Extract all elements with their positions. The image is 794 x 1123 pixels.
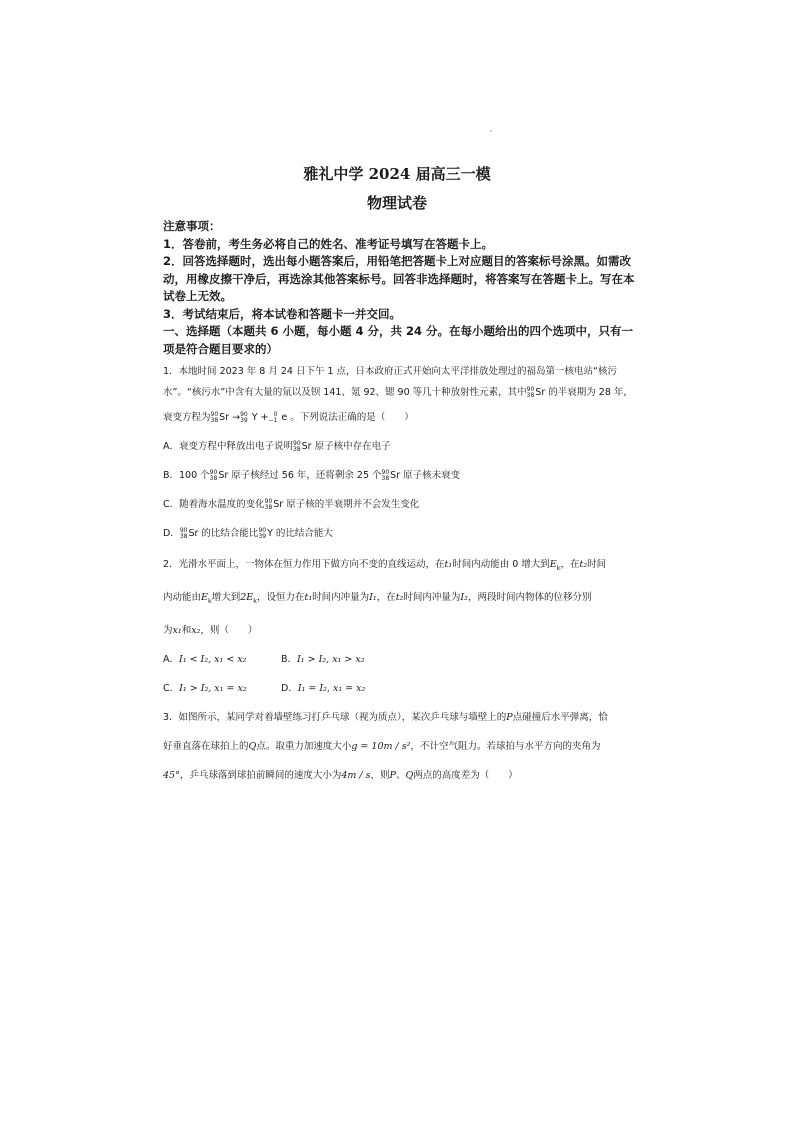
nuclide-e: 0 −1 [268,410,278,424]
question-1-option-d: D． 90 38 Sr 的比结合能比 90 39 Y 的比结合能大 [163,526,333,540]
notice-item-2: 2．回答选择题时，选出每小题答案后，用铅笔把答题卡上对应题目的答案标号涂黑。如需改动，用橡皮擦干净后，再选涂其他答案标号。回答非选择题时，将答案写在答题卡上。写在本试卷上无效。 [163,254,635,303]
question-2-line-2: 内动能由$E_k$增大到$2E_k$，设恒力在t₁时间内冲量为I₁，在t₂时间内冲量为I₂，两段时间内物体的位移分别 [163,591,592,605]
question-2-options-cd [163,674,635,703]
nuclide-sr: 90 38 [210,410,219,424]
question-1-option-c: C．随着海水温度的变化 90 38 Sr 原子核的半衰期并不会发生变化 [163,497,420,511]
question-3-line-2: 好垂直落在球拍上的Q点。取重力加速度大小g = 10m / s²，不计空气阻力。若球拍与水平方向的夹角为 [163,740,601,752]
nuclide-y: 90 39 [240,410,248,424]
notice-item-3: 3．考试结束后，将本试卷和答题卡一并交回。 [163,306,401,321]
question-3 [163,703,635,790]
question-2-option-b: B．I₁ > I₂, x₁ > x₂ [281,653,365,665]
notice-item-1: 1．答卷前，考生务必将自己的姓名、准考证号填写在答题卡上。 [163,236,493,251]
exam-subtitle: 物理试卷 [366,194,427,212]
question-2-option-c: C．I₁ > I₂, x₁ = x₂ [163,682,247,694]
notice-heading: 注意事项： [163,219,221,233]
question-1-option-b: B．100 个 90 38 Sr 原子核经过 56 年，还将剩余 25 个 90 38 Sr 原子核未衰变 [163,468,461,482]
nuclide-sr: 90 38 [526,385,535,399]
section-heading: 一、选择题（本题共 6 小题，每小题 4 分，共 24 分。在每小题给出的四个选项中，只有一项是符合题目要求的） [163,324,634,356]
exam-title: 雅礼中学 2024 届高三一模 [303,165,491,183]
question-3-line-1: 3．如图所示，某同学对着墙壁练习打乒乓球（视为质点），某次乒乓球与墙壁上的P点碰撞后水平弹离，恰 [163,711,608,723]
question-1-option-a: A．衰变方程中释放出电子说明 90 38 Sr 原子核中存在电子 [163,439,391,453]
question-2-line-3: 为x₁和x₂，则（ ） [163,624,258,636]
question-1-stem: 1．本地时间 2023 年 8 月 24 日下午 1 点，日本政府正式开始向太平洋排放处理过的福岛第一核电站“核污水”。“核污水”中含有大量的氚以及钡 141、氪 92、锶 90 等几十种放射性元素，其中 90 38 Sr 的半衰期为 28 年， [163,366,633,399]
question-2-line-1: 2．光滑水平面上，一物体在恒力作用下做方向不变的直线运动，在t₁时间内动能由 0 增大到$E_k$，在t₂时间 [163,559,607,572]
question-2 [163,550,635,703]
question-2-options-ab [163,645,635,674]
question-3-line-3: 45°，乒乓球落到球拍前瞬间的速度大小为4m / s，则P、Q两点的高度差为（ ） [163,769,518,781]
question-2-option-a: A．I₁ < I₂, x₁ < x₂ [163,653,247,665]
scan-speck [490,130,492,132]
question-1 [163,361,635,548]
exam-content [163,218,635,790]
question-1-equation: 衰变方程为 90 38 Sr → 90 39 Y + 0 −1 e 。下列说法正确的是（ ） [163,410,414,424]
question-2-option-d: D．I₁ = I₂, x₁ = x₂ [281,682,366,694]
